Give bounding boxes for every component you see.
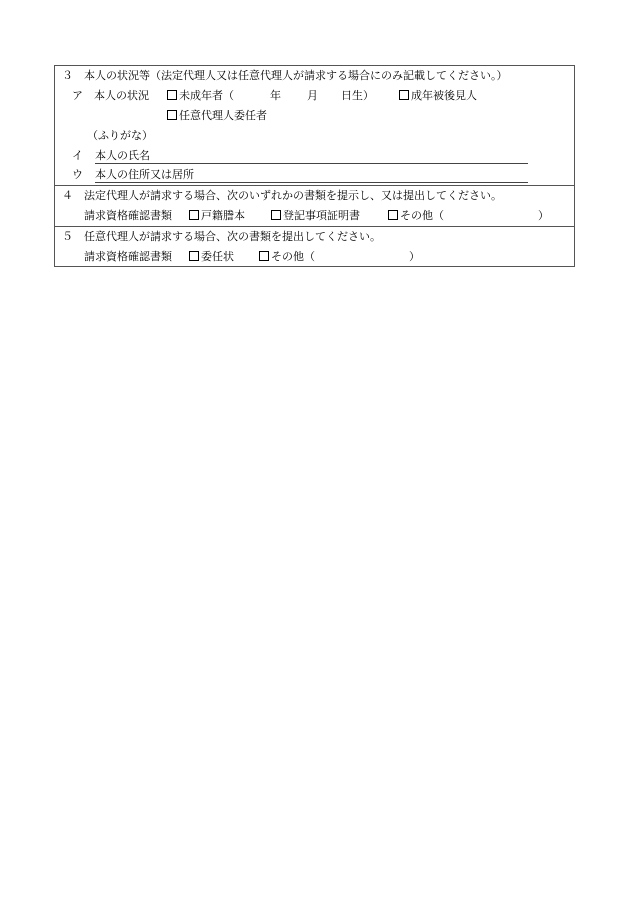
- family-register-label: 戸籍謄本: [201, 209, 245, 222]
- registry-certificate-label: 登記事項証明書: [283, 209, 360, 222]
- minor-checkbox[interactable]: [167, 90, 177, 100]
- power-of-attorney-option[interactable]: [189, 250, 234, 264]
- section-5-heading: ５ 任意代理人が請求する場合、次の書類を提出してください。: [62, 230, 381, 243]
- furigana-label: （ふりがな）: [87, 129, 153, 142]
- day-label: 日生）: [341, 89, 374, 102]
- section-4-heading: ４ 法定代理人が請求する場合、次のいずれかの書類を提示し、又は提出してください。: [62, 189, 502, 202]
- section-5-other-option[interactable]: [259, 250, 315, 264]
- ward-option[interactable]: [399, 89, 477, 103]
- subject-address-label: 本人の住所又は居所: [95, 168, 194, 181]
- delegator-option[interactable]: [167, 109, 267, 123]
- power-of-attorney-checkbox[interactable]: [189, 251, 199, 261]
- minor-label: 未成年者（: [179, 89, 234, 102]
- section-4: [55, 186, 574, 227]
- item-i-prefix: イ: [72, 149, 83, 162]
- registry-certificate-option[interactable]: [271, 209, 360, 223]
- subject-address-field[interactable]: [95, 182, 528, 183]
- registry-certificate-checkbox[interactable]: [271, 210, 281, 220]
- section-4-other-checkbox[interactable]: [388, 210, 398, 220]
- family-register-option[interactable]: [189, 209, 245, 223]
- section-4-other-label: その他（: [400, 209, 444, 222]
- delegator-checkbox[interactable]: [167, 110, 177, 120]
- section-3: [55, 66, 574, 186]
- section-4-other-close: ）: [538, 209, 549, 222]
- ward-label: 成年被後見人: [411, 89, 477, 102]
- item-u-prefix: ウ: [72, 168, 83, 181]
- delegator-label: 任意代理人委任者: [179, 109, 267, 122]
- ward-checkbox[interactable]: [399, 90, 409, 100]
- subject-name-field[interactable]: [95, 163, 528, 164]
- section-3-heading: ３ 本人の状況等（法定代理人又は任意代理人が請求する場合にのみ記載してください。）: [62, 69, 508, 82]
- section-5-other-close: ）: [409, 250, 420, 263]
- minor-option[interactable]: [167, 89, 234, 103]
- subject-status-label: ア 本人の状況: [72, 89, 149, 102]
- section-4-doc-label: 請求資格確認書類: [84, 209, 172, 222]
- section-4-other-option[interactable]: [388, 209, 444, 223]
- section-5-other-checkbox[interactable]: [259, 251, 269, 261]
- power-of-attorney-label: 委任状: [201, 250, 234, 263]
- year-label: 年: [270, 89, 281, 102]
- family-register-checkbox[interactable]: [189, 210, 199, 220]
- month-label: 月: [307, 89, 318, 102]
- section-5-doc-label: 請求資格確認書類: [84, 250, 172, 263]
- form-table: [54, 65, 575, 267]
- section-5: [55, 227, 574, 266]
- subject-name-label: 本人の氏名: [95, 149, 150, 162]
- section-5-other-label: その他（: [271, 250, 315, 263]
